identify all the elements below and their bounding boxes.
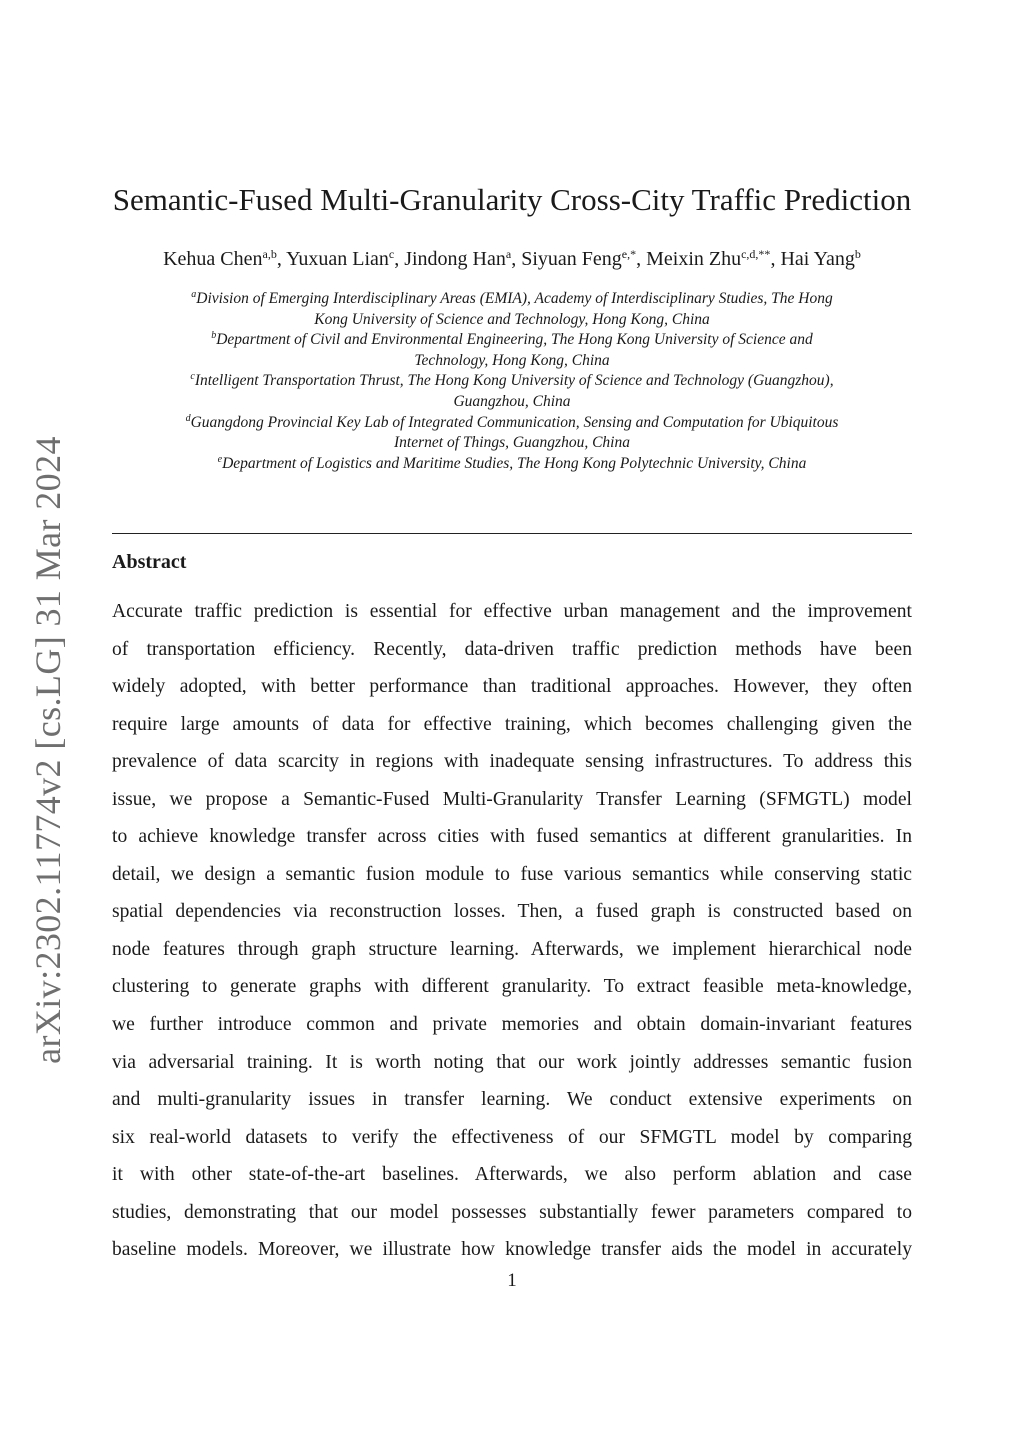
arxiv-identifier: arXiv:2302.11774v2 [cs.LG] 31 Mar 2024 <box>28 436 68 1064</box>
paper-title: Semantic-Fused Multi-Granularity Cross-City Traffic Prediction <box>112 182 912 217</box>
author-affiliation-mark: c,d,** <box>741 247 771 261</box>
abstract-text <box>112 593 912 1269</box>
author-separator: , <box>276 248 287 270</box>
abstract-line: it with other state-of-the-art baselines. Afterwards, we also perform ablation and case <box>112 1164 912 1186</box>
affiliation-text: Technology, Hong Kong, China <box>414 351 610 369</box>
author-name: Jindong Han <box>404 248 506 270</box>
abstract-line: via adversarial training. It is worth noting that our work jointly addresses semantic fusion <box>112 1051 912 1073</box>
affiliation-line <box>112 289 912 310</box>
abstract-line: and multi-granularity issues in transfer learning. We conduct extensive experiments on <box>112 1089 912 1111</box>
abstract-line: baseline models. Moreover, we illustrate how knowledge transfer aids the model in accurately <box>112 1239 912 1261</box>
author-separator: , <box>394 248 405 270</box>
author-affiliation-mark: b <box>854 247 861 261</box>
affiliation-d <box>112 413 912 454</box>
affiliation-text: Department of Logistics and Maritime Studies, The Hong Kong Polytechnic University, China <box>222 454 807 472</box>
abstract-line: we further introduce common and private memories and obtain domain-invariant features <box>112 1014 912 1036</box>
author-separator: , <box>636 248 647 270</box>
author-name: Meixin Zhu <box>646 248 742 270</box>
affiliation-e <box>112 454 912 475</box>
abstract-line: prevalence of data scarcity in regions with inadequate sensing infrastructures. To address this <box>112 751 912 773</box>
author-affiliation-mark: e,* <box>621 247 637 261</box>
affiliation-mark: a <box>191 289 197 300</box>
affiliation-line <box>112 371 912 392</box>
affiliation-b <box>112 330 912 371</box>
abstract-divider <box>112 533 912 534</box>
affiliation-text: Guangdong Provincial Key Lab of Integrated Communication, Sensing and Computation for Ubiquitous <box>190 413 839 431</box>
affiliation-text: Department of Civil and Environmental Engineering, The Hong Kong University of Science and <box>216 331 813 349</box>
abstract-line: require large amounts of data for effective training, which becomes challenging given the <box>112 713 912 735</box>
affiliation-line <box>112 351 912 372</box>
affiliation-text: Internet of Things, Guangzhou, China <box>394 434 630 452</box>
affiliation-line <box>112 392 912 413</box>
affiliation-a <box>112 289 912 330</box>
affiliation-mark: b <box>211 330 217 342</box>
abstract-line: spatial dependencies via reconstruction losses. Then, a fused graph is constructed based on <box>112 901 912 923</box>
author-affiliation-mark: c <box>388 247 395 261</box>
abstract-line: issue, we propose a Semantic-Fused Multi-Granularity Transfer Learning (SFMGTL) model <box>112 788 912 810</box>
affiliation-line <box>112 330 912 351</box>
author-separator: , <box>511 248 522 270</box>
affiliation-line <box>112 433 912 454</box>
abstract-line: node features through graph structure learning. Afterwards, we implement hierarchical node <box>112 938 912 960</box>
abstract-line: detail, we design a semantic fusion module to fuse various semantics while conserving static <box>112 863 912 885</box>
author-affiliation-mark: a <box>505 247 512 261</box>
affiliation-list <box>112 289 912 474</box>
affiliation-mark: d <box>185 412 191 424</box>
affiliation-text: Guangzhou, China <box>453 392 571 410</box>
page-number: 1 <box>507 1270 517 1291</box>
affiliation-c <box>112 371 912 412</box>
abstract-line: six real-world datasets to verify the effectiveness of our SFMGTL model by comparing <box>112 1126 912 1148</box>
affiliation-line <box>112 310 912 331</box>
author-name: Yuxuan Lian <box>286 248 389 270</box>
affiliation-text: Kong University of Science and Technology, Hong Kong, China <box>314 310 710 328</box>
abstract-line: widely adopted, with better performance than traditional approaches. However, they often <box>112 676 912 698</box>
affiliation-text: Intelligent Transportation Thrust, The Hong Kong University of Science and Technology (Guangzhou), <box>194 372 834 390</box>
author-affiliation-mark: a,b <box>262 247 277 261</box>
author-name: Hai Yang <box>780 248 855 270</box>
author-separator: , <box>770 248 781 270</box>
author-list <box>0 248 1024 271</box>
affiliation-mark: e <box>217 453 223 465</box>
abstract-line: to achieve knowledge transfer across cities with fused semantics at different granularities. In <box>112 826 912 848</box>
author-name: Siyuan Feng <box>521 248 622 270</box>
abstract-line: clustering to generate graphs with different granularity. To extract feasible meta-knowledge, <box>112 976 912 998</box>
affiliation-mark: c <box>190 371 195 383</box>
affiliation-line <box>112 454 912 475</box>
abstract-line: of transportation efficiency. Recently, data-driven traffic prediction methods have been <box>112 638 912 660</box>
arxiv-side-stamp <box>18 436 78 1064</box>
abstract-line: studies, demonstrating that our model possesses substantially fewer parameters compared to <box>112 1201 912 1223</box>
abstract-heading: Abstract <box>112 551 187 573</box>
affiliation-line <box>112 413 912 434</box>
abstract-line: Accurate traffic prediction is essential for effective urban management and the improvement <box>112 601 912 622</box>
author-name: Kehua Chen <box>163 248 263 270</box>
affiliation-text: Division of Emerging Interdisciplinary Areas (EMIA), Academy of Interdisciplinary Studies, The Hong <box>196 290 833 307</box>
